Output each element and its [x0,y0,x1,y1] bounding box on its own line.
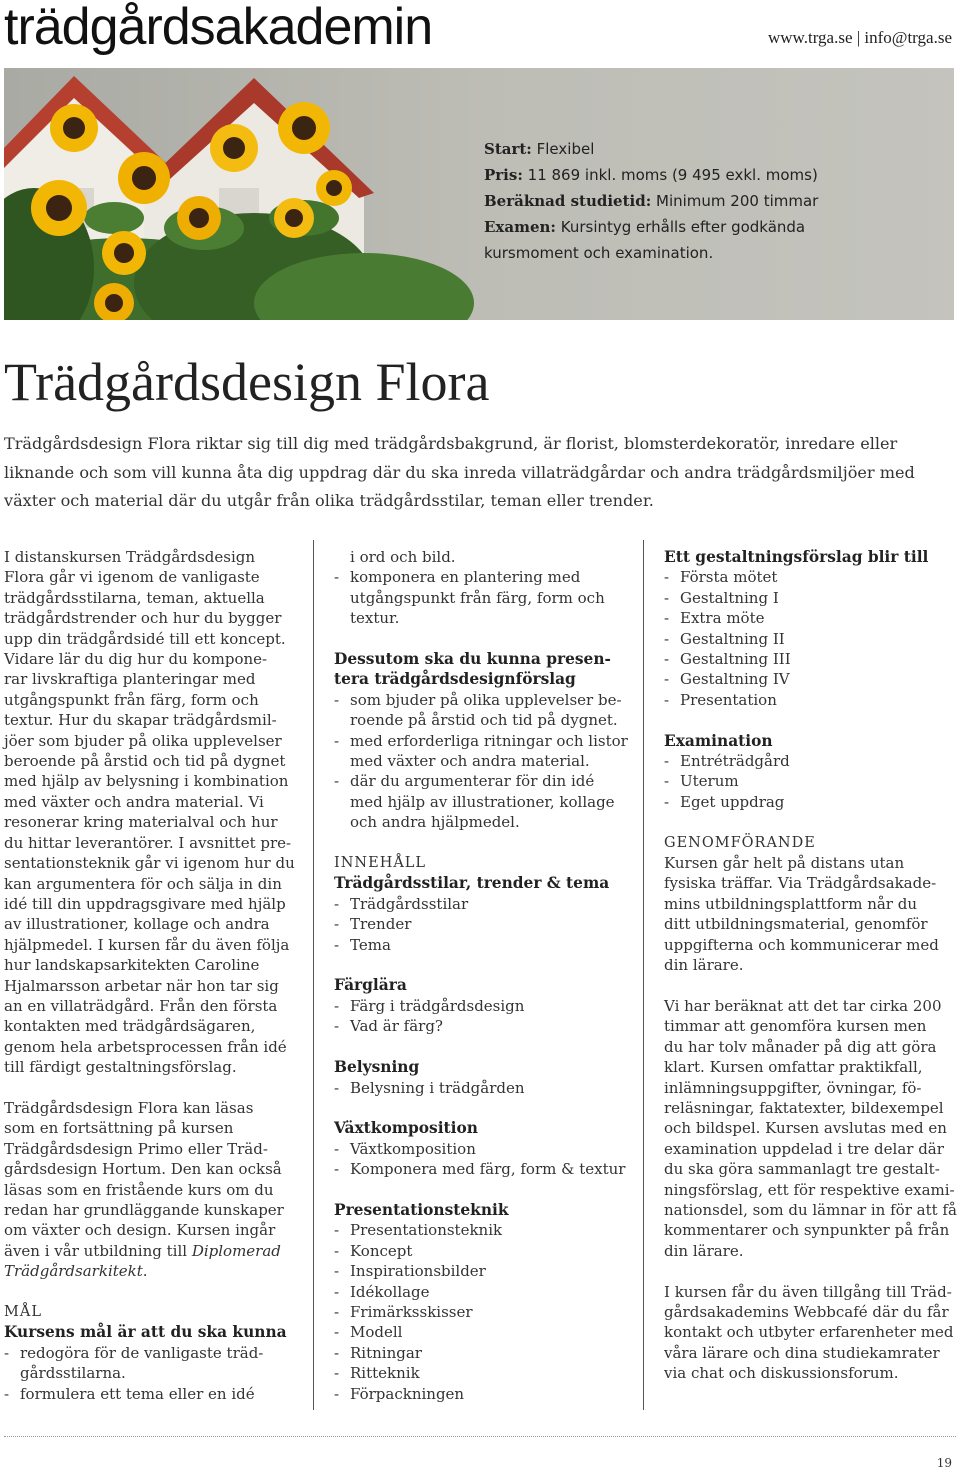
text-line: om växter och design. Kursen ingår [4,1221,276,1240]
list-item: - Modell [334,1322,634,1342]
section-heading: Växtkomposition [334,1119,478,1138]
text-line: ditt utbildningsmaterial, genomför [664,915,928,934]
content-sections [334,873,634,1404]
content-label: INNEHÅLL [334,855,427,872]
start-row: Start: Flexibel [484,140,595,158]
text-line: redan har grundläggande kunskaper [4,1200,284,1219]
text-line: kontakt och utbyter erfarenheter med [664,1323,954,1342]
text-line: fysiska träffar. Via Trädgårdsakade- [664,874,937,893]
list-item: - Presentationsteknik [334,1220,634,1240]
brand-logo: trädgårdsakademin [4,0,433,56]
text-line: med växter och andra material. Vi [4,792,264,811]
text-line: kommentarer och synpunkter på från [664,1221,950,1240]
list-item: - formulera ett tema eller en idé [4,1384,302,1404]
study-time-row: Beräknad studietid: Minimum 200 timmar [484,192,819,210]
exam-list [664,751,958,812]
section-list [334,894,634,955]
text-line: an en villaträdgård. Från den första [4,996,278,1015]
text-line: mins utbildningsplattform når du [664,894,918,913]
list-item: - Växtkomposition [334,1139,634,1159]
text-line: och bildspel. Kursen avslutas med en [664,1119,947,1138]
text-line: till färdigt gestaltningsförslag. [4,1058,237,1077]
text-line: rar livskraftiga planteringar med [4,670,256,689]
more-goals-list [334,690,634,833]
exam-row-cont: kursmoment och examination. [484,244,714,262]
text-line: nationsdel, som du lämnar in för att få [664,1200,957,1219]
text-line: Hjalmarsson arbetar när hon tar sig [4,976,279,995]
text-line: hjälpmedel. I kursen får du även följa [4,935,290,954]
text-line: beroende på årstid och tid på dygnet [4,752,286,771]
section-list [334,1139,634,1180]
text-line: hur landskapsarkitekten Caroline [4,956,260,975]
text-line: utgångspunkt från färg, form och [4,690,259,709]
list-item: - Koncept [334,1241,634,1261]
text-line: du ska göra sammanlagt tre gestalt- [664,1160,940,1179]
lead-paragraph: Trädgårdsdesign Flora riktar sig till dig med trädgårdsbakgrund, är florist, blomsterdekoratör, inredare eller liknande och som vill kunna åta dig uppdrag där du ska inreda villaträdgårdar och andra trädgårdsmiljöer med växter och material där du utgår från olika trädgårdsstilar, teman eller trender. [4,434,915,510]
text-line: gårdsdesign Hortum. Den kan också [4,1160,282,1179]
list-item: - Trädgårdsstilar [334,894,634,914]
list-item: - Gestaltning II [664,629,958,649]
goal-label: MÅL [4,1304,42,1320]
text-line: genom hela arbetsprocessen från idé [4,1037,287,1056]
text-line: av illustrationer, kollage och andra [4,915,270,934]
text-line: din lärare. [664,1241,744,1260]
text-line: Trädgårdsdesign Primo eller Träd- [4,1139,268,1158]
column-1 [4,547,302,1404]
page-title: Trädgårdsdesign Flora [4,352,490,412]
list-item: - där du argumenterar för din idé med hjälp av illustrationer, kollage och andra hjälpmedel. [334,771,634,832]
text-line: idé till din uppdragsgivare med hjälp [4,894,286,913]
more-goals-heading: Dessutom ska du kunna presen- tera trädgårdsdesignförslag [334,650,611,689]
section-heading: Presentationsteknik [334,1200,509,1219]
text-line: kan argumentera för och sälja in din [4,874,282,893]
text-line: du har tolv månader på dig att göra [664,1037,937,1056]
list-item: - redogöra för de vanligaste träd- gårdsstilarna. [4,1343,302,1384]
column-divider [643,540,644,1410]
webcafe-paragraph [664,1282,958,1384]
text-line: trädgårdstrender och hur du bygger [4,609,282,628]
text-line: med hjälp av belysning i kombination [4,772,289,791]
text-line: Trädgårdsdesign Flora kan läsas [4,1098,254,1117]
price-row: Pris: 11 869 inkl. moms (9 495 exkl. moms) [484,166,818,184]
text-line: ningsförslag, ett för respektive exami- [664,1180,955,1199]
section-list [334,1220,634,1404]
list-item: - Entréträdgård [664,751,958,771]
column-2 [334,547,634,1404]
text-line: I distanskursen Trädgårdsdesign [4,548,256,566]
implementation-paragraph [664,853,958,975]
text-line: examination uppdelad i tre delar där [664,1139,944,1158]
list-item: - Extra möte [664,608,958,628]
text-line: reläsningar, faktatexter, bildexempel [664,1098,944,1117]
list-item: - Gestaltning IV [664,669,958,689]
text-line: kontakten med trädgårdsägaren, [4,1017,256,1036]
list-item: - komponera en plantering med utgångspunkt från färg, form och textur. [334,567,634,628]
text-line: jöer som bjuder på olika upplevelser [4,731,282,750]
text-line: du hittar leverantörer. I avsnittet pre- [4,833,292,852]
text-line: läsas som en fristående kurs om du [4,1180,274,1199]
workload-paragraph [664,996,958,1261]
implementation-label: GENOMFÖRANDE [664,834,816,851]
list-item: - Vad är färg? [334,1016,634,1036]
text-line: upp din trädgårdsidé till ett koncept. [4,629,286,648]
list-item: - Inspirationsbilder [334,1261,634,1281]
list-item: - Tema [334,935,634,955]
list-item: - Eget uppdrag [664,792,958,812]
text-line: inlämningsuppgifter, övningar, fö- [664,1078,922,1097]
list-item: - som bjuder på olika upplevelser be- roende på årstid och tid på dygnet. [334,690,634,731]
page-number: 19 [936,1456,952,1470]
section-list [334,996,634,1037]
text-line: klart. Kursen omfattar praktikfall, [664,1058,923,1077]
exam-heading: Examination [664,731,773,750]
text-line: Vidare lär du dig hur du kompone- [4,650,268,669]
text-line: Flora går vi igenom de vanligaste [4,568,260,587]
text-line: våra lärare och dina studiekamrater [664,1343,940,1362]
list-item: - Uterum [664,771,958,791]
text-line: I kursen får du även tillgång till Träd- [664,1282,952,1301]
proposal-list [664,567,958,710]
exam-row: Examen: Kursintyg erhålls efter godkända [484,218,806,236]
text-line: Vi har beräknat att det tar cirka 200 [664,996,942,1015]
goal-list-cont [334,567,634,628]
list-item: - Komponera med färg, form & textur [334,1159,634,1179]
list-item: - Belysning i trädgården [334,1078,634,1098]
column-divider [313,540,314,1410]
text-line: din lärare. [664,956,744,975]
text-line: via chat och diskussionsforum. [664,1364,899,1383]
section-heading: Färglära [334,976,407,995]
list-item: - med erforderliga ritningar och listor med växter och andra material. [334,731,634,772]
text-line: uppgifterna och kommunicerar med [664,935,939,954]
text-line: gårdsakademins Webbcafé där du får [664,1302,949,1321]
text-line: Kursen går helt på distans utan [664,854,905,873]
list-item: - Frimärksskisser [334,1302,634,1322]
proposal-heading: Ett gestaltningsförslag blir till [664,548,929,566]
list-item: - Gestaltning III [664,649,958,669]
column-3 [664,547,958,1384]
text-line: trädgårdsstilarna, teman, aktuella [4,588,265,607]
goal-heading: Kursens mål är att du ska kunna [4,1323,287,1342]
list-item: - Presentation [664,690,958,710]
course-facts [484,136,864,266]
text-line: som en fortsättning på kursen [4,1119,234,1138]
list-item: - Idékollage [334,1282,634,1302]
text-line: textur. Hur du skapar trädgårdsmil- [4,711,277,730]
footer-rule [4,1436,956,1437]
continuation-paragraph: Trädgårdsdesign Flora kan läsas som en fortsättning på kursen Trädgårdsdesign Primo eller Träd- gårdsdesign Hortum. Den kan också läsas som en fristående kurs om du redan har grundläggande kunskaper om växter och design. Kursen ingår även i vår utbildning till Diplomerad Trädgårdsarkitekt. [4,1098,284,1281]
text-line: sentationsteknik går vi igenom hur du [4,854,295,873]
goal-list [4,1343,302,1404]
section-list [334,1078,634,1098]
list-item: - Trender [334,914,634,934]
list-item: - Gestaltning I [664,588,958,608]
list-item: - Första mötet [664,567,958,587]
text-line: timmar att genomföra kursen men [664,1017,927,1036]
goal-continued: i ord och bild. [350,548,456,566]
list-item: - Ritningar [334,1343,634,1363]
section-heading: Belysning [334,1058,420,1077]
contact-info[interactable]: www.trga.se | info@trga.se [768,28,952,47]
list-item: - Färg i trädgårdsdesign [334,996,634,1016]
list-item: - Förpackningen [334,1384,634,1404]
list-item: - Ritteknik [334,1363,634,1383]
section-heading: Trädgårdsstilar, trender & tema [334,874,610,893]
text-line: resonerar kring materialval och hur [4,813,278,832]
intro-paragraph [4,547,302,1078]
